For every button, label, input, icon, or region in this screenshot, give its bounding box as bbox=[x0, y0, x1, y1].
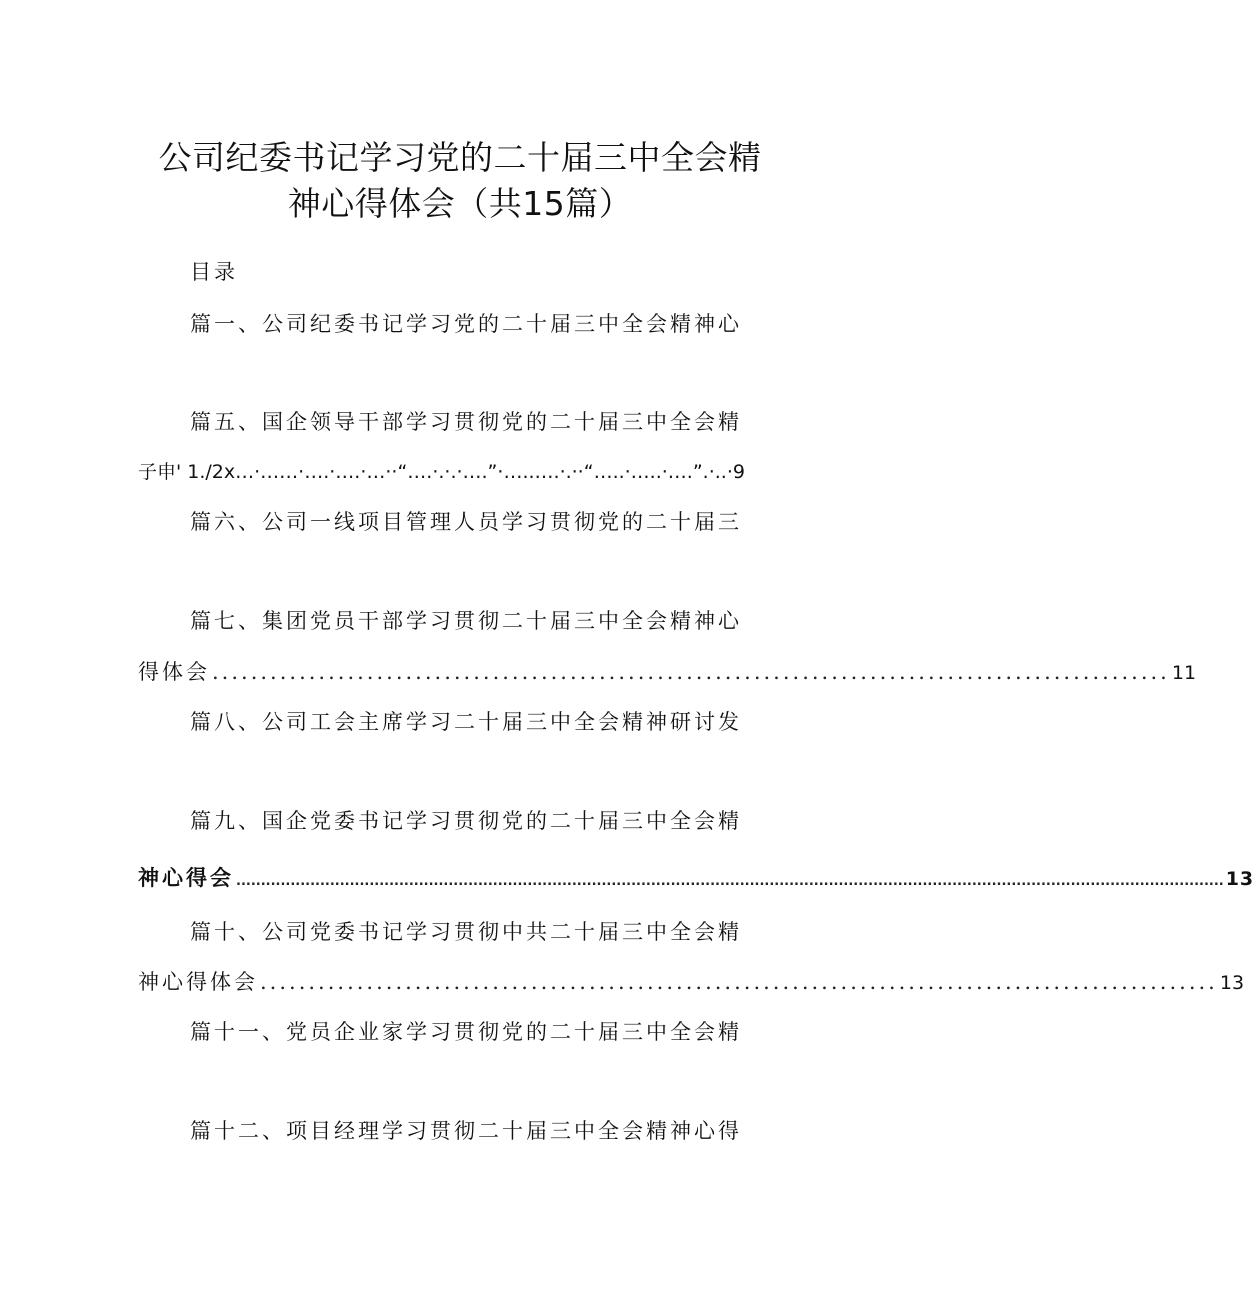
toc-item-12[interactable]: 篇十二、项目经理学习贯彻二十届三中全会精神心得 bbox=[190, 1119, 742, 1143]
toc-item-9-continuation: 神心得会 bbox=[138, 866, 234, 890]
toc-item-6[interactable]: 篇六、公司一线项目管理人员学习贯彻党的二十届三 bbox=[190, 510, 742, 534]
toc-item-11[interactable]: 篇十一、党员企业家学习贯彻党的二十届三中全会精 bbox=[190, 1020, 742, 1044]
dot-leader: ................................................................................................... bbox=[260, 970, 1218, 994]
page-number: 11 bbox=[1171, 662, 1197, 684]
toc-item-5-continuation: 子申' 1./2x…·……·….·….·…··“….·.·.·….”·…..….·.··“…..·…..·….”.·..·9 bbox=[138, 461, 745, 483]
toc-item-8[interactable]: 篇八、公司工会主席学习二十届三中全会精神研讨发 bbox=[190, 710, 742, 734]
dot-leader: ................................................................................................... bbox=[212, 660, 1170, 684]
toc-item-7-leader bbox=[138, 658, 1197, 687]
document-title-line-2: 神心得体会（共15篇） bbox=[287, 184, 633, 223]
toc-item-1[interactable]: 篇一、公司纪委书记学习党的二十届三中全会精神心 bbox=[190, 312, 742, 336]
toc-item-7[interactable]: 篇七、集团党员干部学习贯彻二十届三中全会精神心 bbox=[190, 609, 742, 633]
toc-item-9-leader bbox=[138, 864, 1254, 896]
toc-item-7-continuation: 得体会 bbox=[138, 660, 210, 684]
toc-heading: 目录 bbox=[190, 260, 238, 284]
toc-item-10-leader bbox=[138, 968, 1245, 997]
toc-item-5[interactable]: 篇五、国企领导干部学习贯彻党的二十届三中全会精 bbox=[190, 410, 742, 434]
dot-leader: ........................................................................................................................................................................................................ bbox=[236, 874, 1224, 889]
toc-item-10[interactable]: 篇十、公司党委书记学习贯彻中共二十届三中全会精 bbox=[190, 920, 742, 944]
page-number: 13 bbox=[1219, 972, 1245, 994]
toc-item-10-continuation: 神心得体会 bbox=[138, 970, 258, 994]
page-number: 13 bbox=[1225, 868, 1254, 890]
toc-item-9[interactable]: 篇九、国企党委书记学习贯彻党的二十届三中全会精 bbox=[190, 809, 742, 833]
document-title-line-1: 公司纪委书记学习党的二十届三中全会精 bbox=[158, 138, 762, 177]
